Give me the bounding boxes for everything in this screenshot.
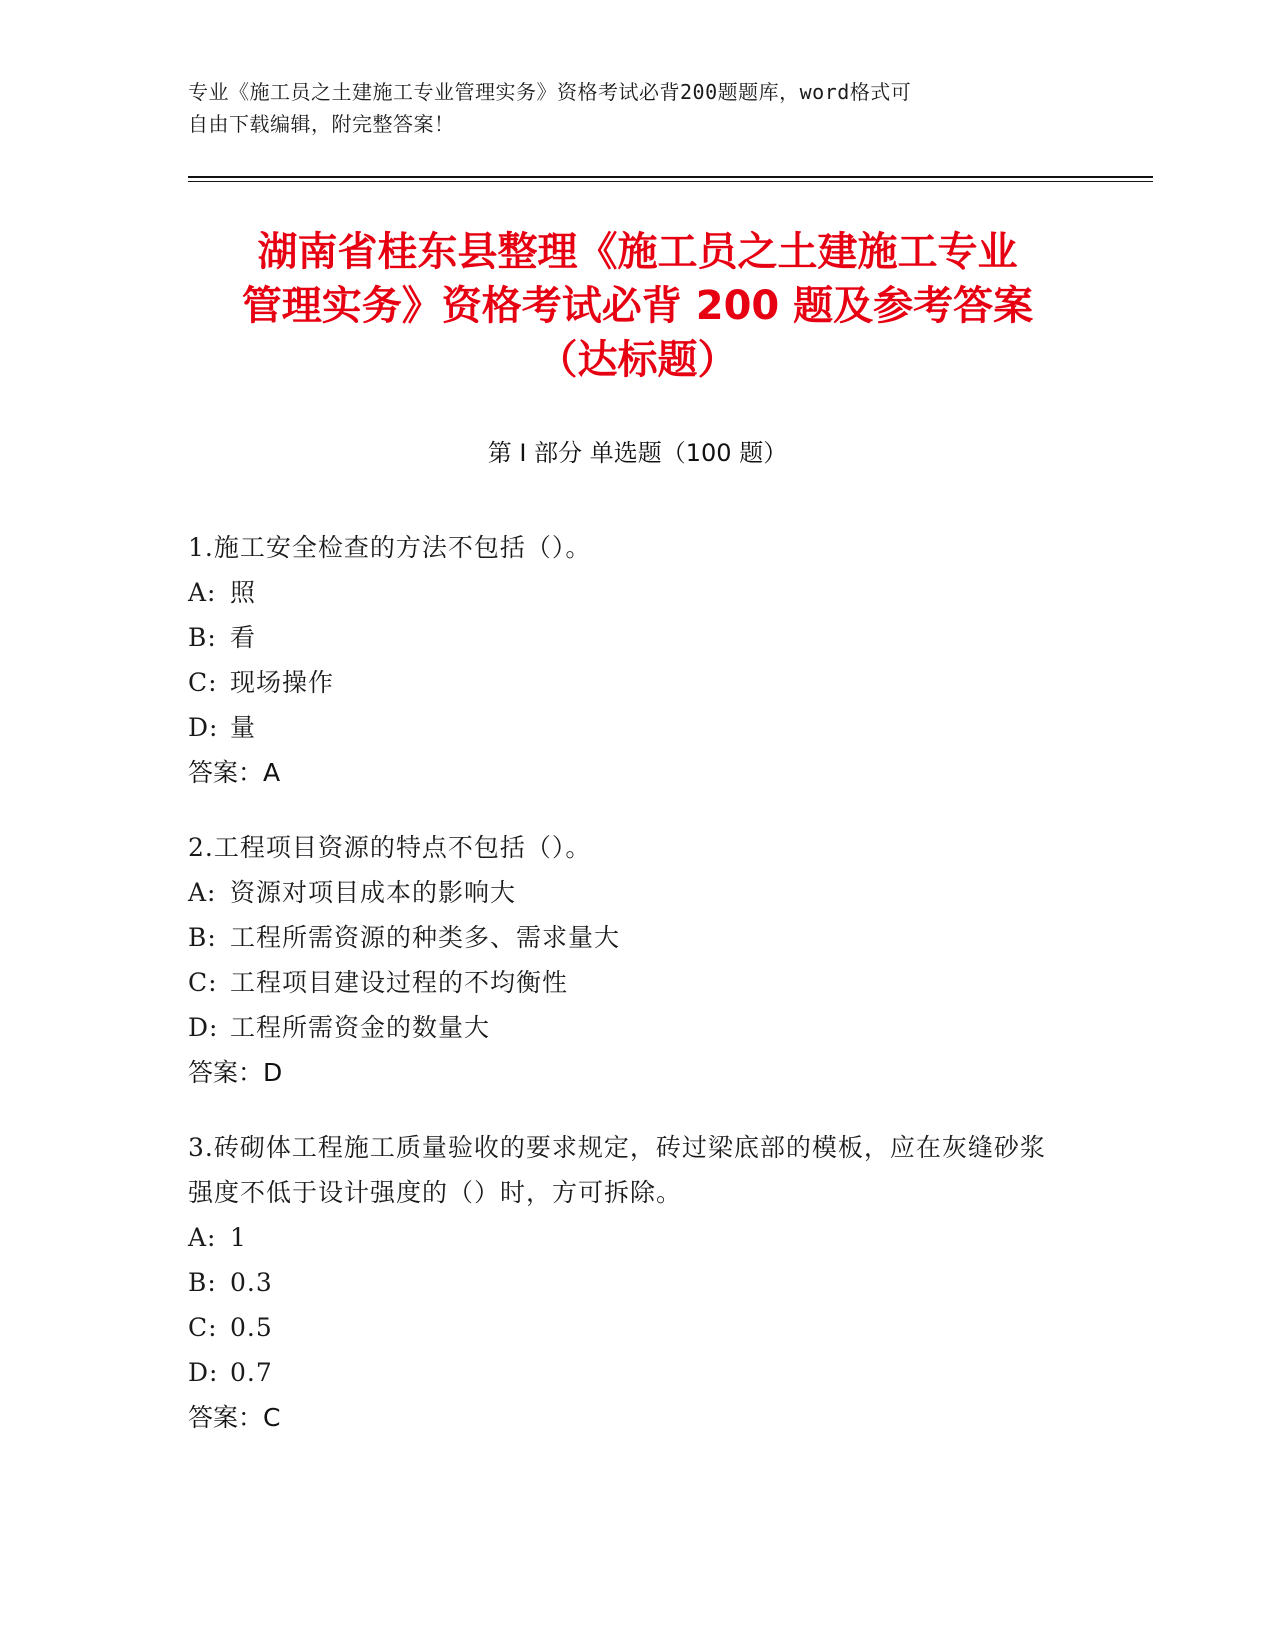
option-text: 1 xyxy=(230,1223,247,1252)
option-text: 看 xyxy=(230,623,257,652)
answer-line: 答案：C xyxy=(188,1403,281,1432)
answer-line: 答案：A xyxy=(188,758,281,787)
option-d xyxy=(188,705,1068,750)
section-heading: 第 I 部分 单选题（100 题） xyxy=(487,439,788,467)
option-key: D: xyxy=(188,713,219,742)
header-note xyxy=(188,76,1068,140)
title-line-3: （达标题） xyxy=(537,337,738,383)
question-stem: 1.施工安全检查的方法不包括（）。 xyxy=(188,533,592,562)
option-key: A: xyxy=(188,1223,217,1252)
option-text: 工程所需资金的数量大 xyxy=(230,1013,491,1042)
option-key: D: xyxy=(188,1358,219,1387)
option-text: 现场操作 xyxy=(230,668,335,697)
title-line-2: 管理实务》资格考试必背 200 题及参考答案 xyxy=(241,283,1034,329)
option-text: 0.5 xyxy=(230,1313,273,1342)
option-b xyxy=(188,915,1068,960)
option-key: A: xyxy=(188,878,217,907)
option-key: D: xyxy=(188,1013,219,1042)
option-key: C: xyxy=(188,668,218,697)
title-line-1: 湖南省桂东县整理《施工员之土建施工专业 xyxy=(257,229,1018,275)
option-key: B: xyxy=(188,1268,217,1297)
option-key: A: xyxy=(188,578,217,607)
option-a xyxy=(188,1215,1068,1260)
option-c xyxy=(188,660,1068,705)
question-item xyxy=(188,825,1068,1095)
header-note-line-2: 自由下载编辑，附完整答案！ xyxy=(188,112,455,136)
question-stem: 2.工程项目资源的特点不包括（）。 xyxy=(188,833,592,862)
header-rule-thick xyxy=(188,176,1153,178)
option-text: 资源对项目成本的影响大 xyxy=(230,878,517,907)
option-text: 工程所需资源的种类多、需求量大 xyxy=(230,923,621,952)
option-a xyxy=(188,870,1068,915)
answer-line: 答案：D xyxy=(188,1058,283,1087)
option-d xyxy=(188,1350,1068,1395)
option-c xyxy=(188,1305,1068,1350)
question-item xyxy=(188,525,1068,795)
option-c xyxy=(188,960,1068,1005)
option-text: 工程项目建设过程的不均衡性 xyxy=(230,968,569,997)
document-title xyxy=(160,225,1115,387)
option-key: B: xyxy=(188,623,217,652)
option-key: C: xyxy=(188,968,218,997)
option-text: 0.3 xyxy=(230,1268,273,1297)
header-rule-thin xyxy=(188,181,1153,182)
option-key: C: xyxy=(188,1313,218,1342)
option-text: 照 xyxy=(230,578,257,607)
option-a xyxy=(188,570,1068,615)
header-note-line-1: 专业《施工员之土建施工专业管理实务》资格考试必背200题题库，word格式可 xyxy=(188,80,912,104)
option-key: B: xyxy=(188,923,217,952)
question-list xyxy=(188,525,1068,1470)
question-item xyxy=(188,1125,1068,1440)
option-text: 0.7 xyxy=(230,1358,273,1387)
option-b xyxy=(188,1260,1068,1305)
option-b xyxy=(188,615,1068,660)
option-text: 量 xyxy=(230,713,257,742)
question-stem: 3.砖砌体工程施工质量验收的要求规定，砖过梁底部的模板，应在灰缝砂浆强度不低于设计强度的（）时，方可拆除。 xyxy=(188,1133,1046,1207)
option-d xyxy=(188,1005,1068,1050)
